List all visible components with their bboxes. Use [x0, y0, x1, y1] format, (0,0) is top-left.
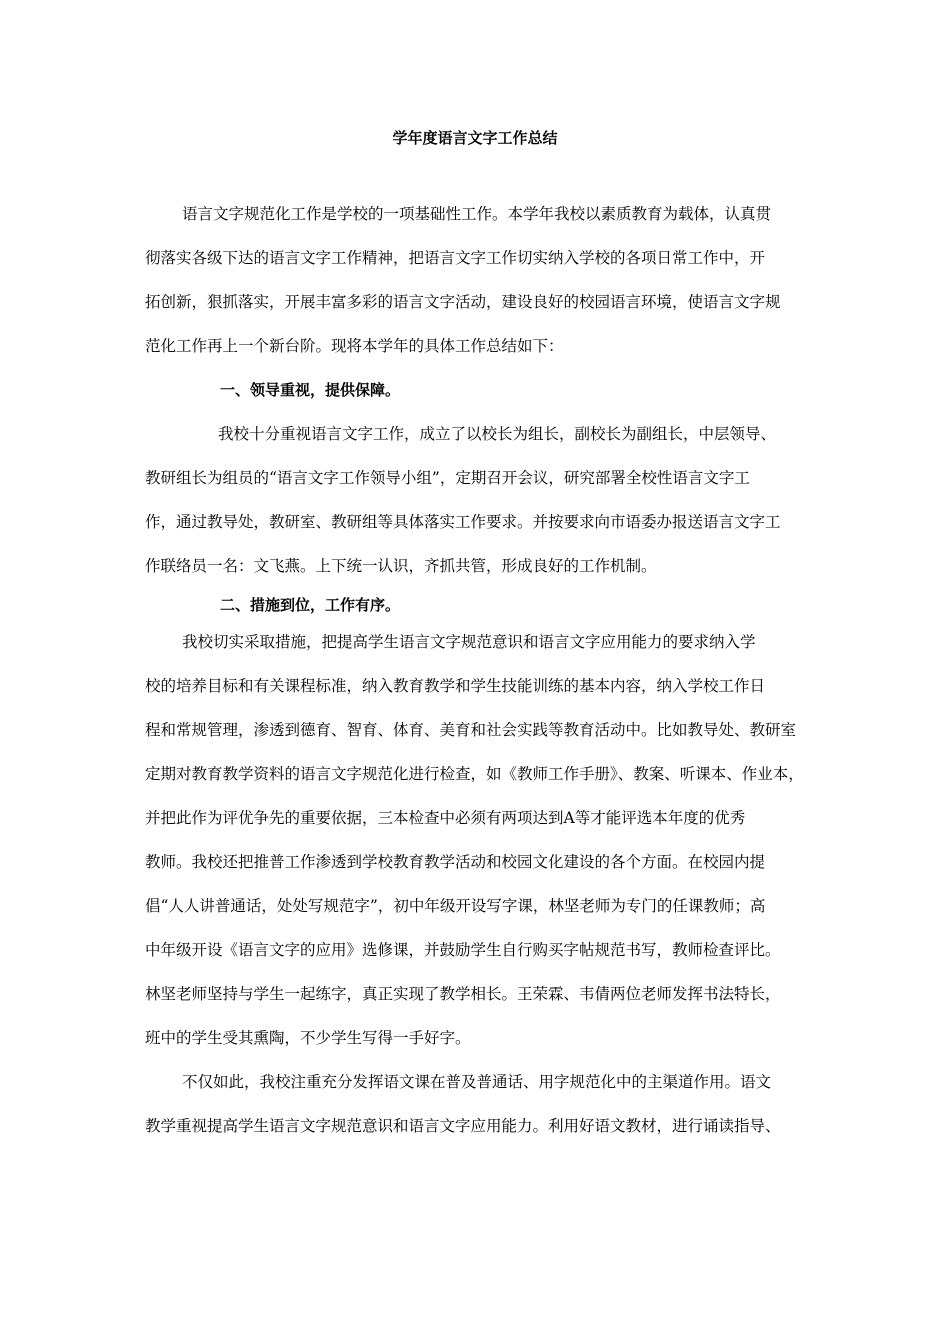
intro-line: 彻落实各级下达的语言文字工作精神，把语言文字工作切实纳入学校的各项日常工作中，开: [145, 249, 766, 267]
section-1-line: 教研组长为组员的“语言文字工作领导小组”，定期召开会议，研究部署全校性语言文字工: [145, 469, 750, 487]
intro-paragraph: [145, 192, 810, 368]
section-1-line: 作联络员一名：文飞燕。上下统一认识，齐抓共管，形成良好的工作机制。: [145, 557, 657, 575]
section-1-line: 作，通过教导处，教研室、教研组等具体落实工作要求。并按要求向市语委办报送语言文字工: [145, 513, 781, 531]
section-2-line: 定期对教育教学资料的语言文字规范化进行检查，如《教师工作手册》、教案、听课本、作业本，: [145, 765, 804, 783]
section-1-heading: 一、领导重视，提供保障。: [220, 381, 401, 399]
section-2-para2-line: 不仅如此，我校注重充分发挥语文课在普及普通话、用字规范化中的主渠道作用。语文: [182, 1073, 772, 1091]
intro-line: 范化工作再上一个新台阶。现将本学年的具体工作总结如下：: [145, 337, 564, 355]
section-2-line: 程和常规管理，渗透到德育、智育、体育、美育和社会实践等教育活动中。比如教导处、教研室: [145, 721, 797, 739]
section-2-line: 倡“人人讲普通话，处处写规范字”，初中年级开设写字课，林坚老师为专门的任课教师；高: [145, 897, 766, 915]
section-2-line: 我校切实采取措施，把提高学生语言文字规范意识和语言文字应用能力的要求纳入学: [182, 633, 756, 651]
section-1-line: 我校十分重视语言文字工作，成立了以校长为组长，副校长为副组长，中层领导、: [218, 425, 777, 443]
section-2-para2-line: 教学重视提高学生语言文字规范意识和语言文字应用能力。利用好语文教材，进行诵读指导、: [145, 1117, 781, 1135]
section-2-paragraph: [145, 620, 810, 1060]
section-2-line: 班中的学生受其熏陶，不少学生写得一手好字。: [145, 1029, 471, 1047]
intro-line: 拓创新，狠抓落实，开展丰富多彩的语言文字活动，建设良好的校园语言环境，使语言文字规: [145, 293, 781, 311]
section-2-line: 林坚老师坚持与学生一起练字，真正实现了教学相长。王荣霖、韦倩两位老师发挥书法特长，: [145, 985, 781, 1003]
section-2-heading: 二、措施到位，工作有序。: [220, 596, 401, 614]
section-2-line: 校的培养目标和有关课程标准，纳入教育教学和学生技能训练的基本内容，纳入学校工作日: [145, 677, 766, 695]
section-2-paragraph-2: [145, 1060, 810, 1148]
section-2-line: 中年级开设《语言文字的应用》选修课，并鼓励学生自行购买字帖规范书写，教师检查评比。: [145, 941, 781, 959]
section-2-line: 并把此作为评优争先的重要依据，三本检查中必须有两项达到A等才能评选本年度的优秀: [145, 809, 746, 827]
section-1-paragraph: [145, 412, 810, 588]
section-2-line: 教师。我校还把推普工作渗透到学校教育教学活动和校园文化建设的各个方面。在校园内提: [145, 853, 766, 871]
document-title: 学年度语言文字工作总结: [392, 129, 558, 147]
intro-line: 语言文字规范化工作是学校的一项基础性工作。本学年我校以素质教育为载体，认真贯: [182, 205, 772, 223]
